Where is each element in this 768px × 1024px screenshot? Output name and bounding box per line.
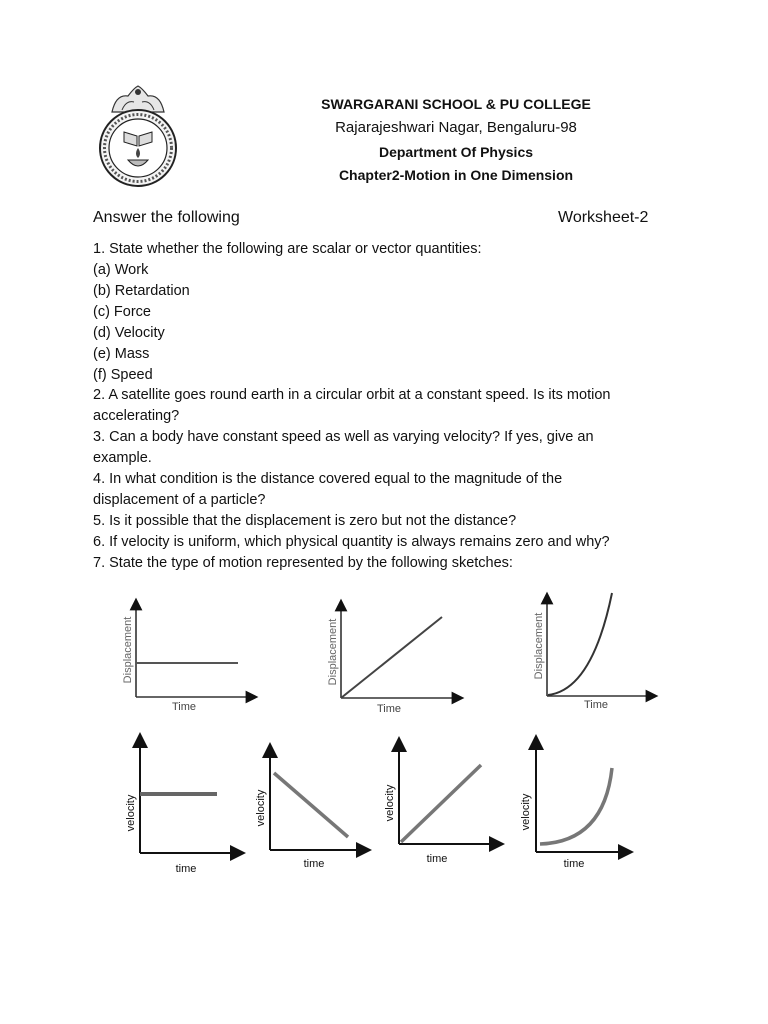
y-axis-label: Displacement bbox=[122, 616, 134, 684]
graph-velocity-constant bbox=[125, 740, 238, 875]
x-axis-label: Time bbox=[376, 703, 402, 715]
question-line: (e) Mass bbox=[93, 346, 150, 362]
y-axis-label: velocity bbox=[520, 793, 532, 831]
y-axis-label: Displacement bbox=[327, 618, 339, 686]
question-line: (a) Work bbox=[93, 262, 149, 278]
graph-line bbox=[540, 768, 612, 844]
school-address: Rajarajeshwari Nagar, Bengaluru-98 bbox=[335, 119, 577, 136]
question-line: example. bbox=[93, 450, 152, 466]
school-crest-logo bbox=[90, 82, 186, 190]
graph-velocity-decreasing bbox=[255, 750, 364, 870]
question-line: 5. Is it possible that the displacement is zero but not the distance? bbox=[93, 513, 517, 529]
question-line: (c) Force bbox=[93, 304, 151, 320]
question-line: accelerating? bbox=[93, 408, 180, 424]
graph-line bbox=[274, 773, 348, 837]
motion-sketches bbox=[0, 580, 768, 900]
x-axis-label: Time bbox=[171, 701, 197, 713]
x-axis-label: time bbox=[175, 863, 197, 875]
graph-velocity-increasing bbox=[384, 744, 497, 865]
x-axis-label: time bbox=[426, 853, 448, 865]
question-line: 6. If velocity is uniform, which physical quantity is always remains zero and why? bbox=[93, 534, 610, 550]
question-line: 1. State whether the following are scalar or vector quantities: bbox=[93, 241, 482, 257]
graph-line bbox=[548, 593, 612, 695]
department-title: Department Of Physics bbox=[378, 144, 534, 160]
graph-line bbox=[341, 617, 442, 698]
question-line: 2. A satellite goes round earth in a circular orbit at a constant speed. Is its motion bbox=[93, 387, 611, 403]
x-axis-label: time bbox=[303, 858, 325, 870]
question-line: 3. Can a body have constant speed as well as varying velocity? If yes, give an bbox=[93, 429, 594, 445]
graph-line bbox=[401, 765, 481, 842]
question-line: (b) Retardation bbox=[93, 283, 190, 299]
instructions-heading: Answer the following bbox=[93, 209, 240, 226]
graph-displacement-constant bbox=[122, 604, 252, 713]
x-axis-label: time bbox=[563, 858, 585, 870]
question-line: displacement of a particle? bbox=[93, 492, 266, 508]
chapter-title: Chapter2-Motion in One Dimension bbox=[338, 167, 574, 183]
graph-velocity-curve bbox=[520, 742, 626, 870]
y-axis-label: velocity bbox=[384, 784, 396, 822]
x-axis-label: Time bbox=[583, 699, 609, 711]
question-line: 7. State the type of motion represented by the following sketches: bbox=[93, 555, 513, 571]
y-axis-label: velocity bbox=[125, 794, 137, 832]
question-line: (d) Velocity bbox=[93, 325, 165, 341]
graph-displacement-curve bbox=[533, 593, 652, 711]
graph-displacement-linear bbox=[327, 605, 458, 715]
y-axis-label: velocity bbox=[255, 789, 267, 827]
question-line: (f) Speed bbox=[93, 367, 153, 383]
school-name: SWARGARANI SCHOOL & PU COLLEGE bbox=[321, 96, 591, 112]
worksheet-number: Worksheet-2 bbox=[558, 209, 649, 226]
question-line: 4. In what condition is the distance covered equal to the magnitude of the bbox=[93, 471, 563, 487]
y-axis-label: Displacement bbox=[533, 612, 545, 680]
